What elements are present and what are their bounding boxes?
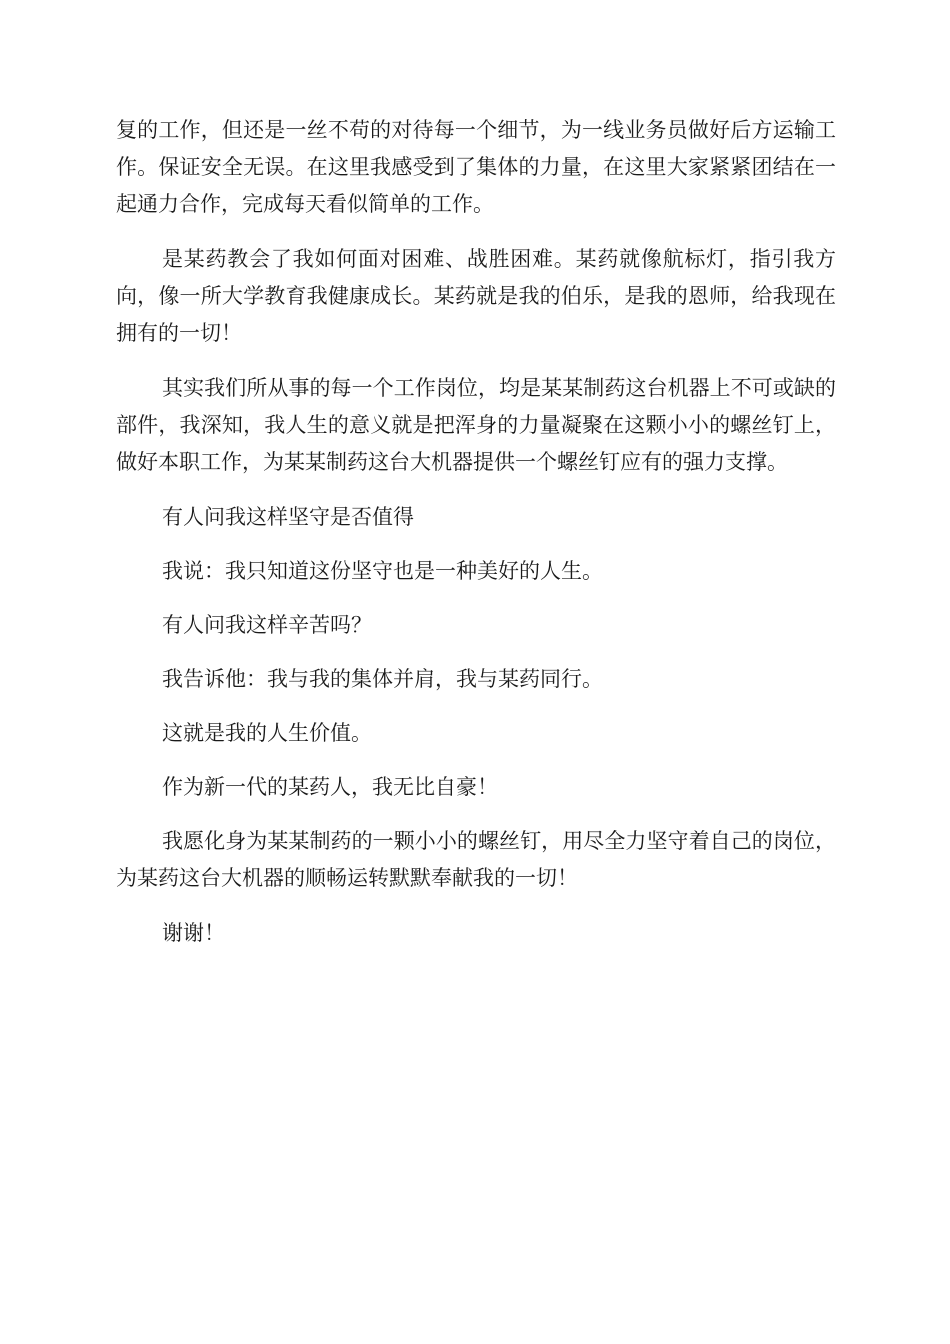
paragraph-life-value: 这就是我的人生价值。 xyxy=(162,721,372,745)
paragraph-dedication: 我愿化身为某某制药的一颗小小的螺丝钉，用尽全力坚守着自己的岗位，为某药这台大机器的顺畅运转默默奉献我的一切！ xyxy=(116,829,836,890)
document-body xyxy=(116,112,836,970)
paragraph-continuation: 复的工作，但还是一丝不苟的对待每一个细节，为一线业务员做好后方运输工作。保证安全无误。在这里我感受到了集体的力量，在这里大家紧紧团结在一起通力合作，完成每天看似简单的工作。 xyxy=(116,118,836,216)
paragraph-question-worth: 有人问我这样坚守是否值得 xyxy=(162,505,414,529)
paragraph-screw: 其实我们所从事的每一个工作岗位，均是某某制药这台机器上不可或缺的部件，我深知，我人生的意义就是把浑身的力量凝聚在这颗小小的螺丝钉上，做好本职工作，为某某制药这台大机器提供一个螺丝钉应有的强力支撑。 xyxy=(116,376,836,474)
paragraph-question-hard: 有人问我这样辛苦吗？ xyxy=(162,613,372,637)
paragraph-answer-worth: 我说：我只知道这份坚守也是一种美好的人生。 xyxy=(162,559,603,583)
paragraph-pride: 作为新一代的某药人，我无比自豪！ xyxy=(162,775,498,799)
paragraph-answer-hard: 我告诉他：我与我的集体并肩，我与某药同行。 xyxy=(162,667,603,691)
paragraph-mentor: 是某药教会了我如何面对困难、战胜困难。某药就像航标灯，指引我方向，像一所大学教育我健康成长。某药就是我的伯乐，是我的恩师，给我现在拥有的一切！ xyxy=(116,247,836,345)
paragraph-thanks: 谢谢！ xyxy=(162,921,225,945)
